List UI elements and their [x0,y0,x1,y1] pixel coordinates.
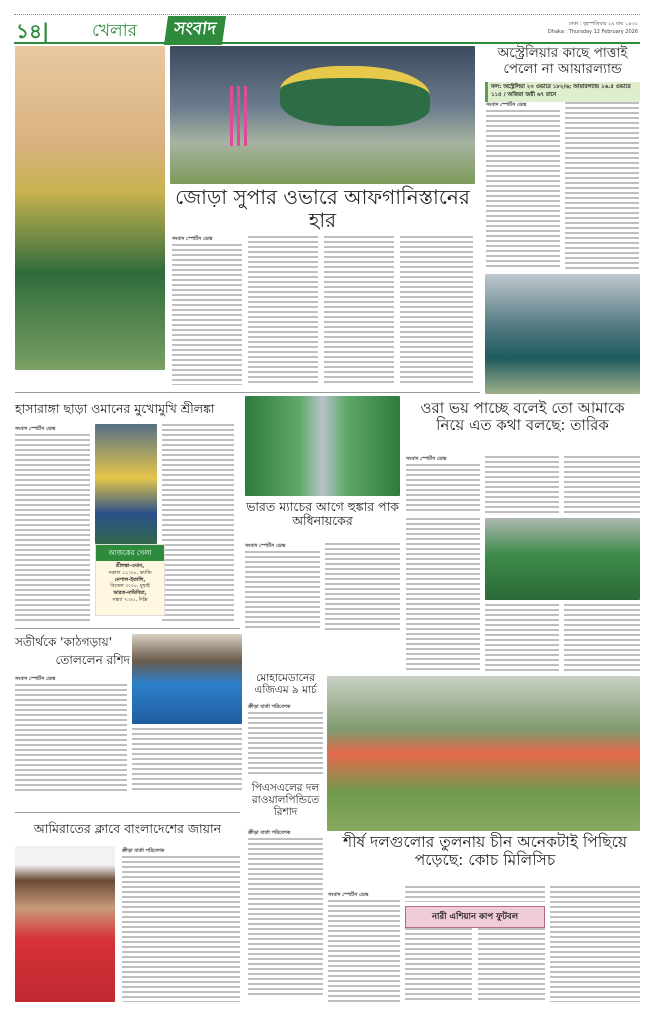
photo-bowler-celebration [15,46,165,370]
tariq-body-col1b [406,518,480,673]
fixture-info: বিকেল ৩:৩০, মুম্বাই [110,583,150,590]
score-box: ফল: অস্ট্রেলিয়া ২০ ওভারে ১৮২/৬; আয়ারল্যান্ড ১৬.৫ ওভারে ১১৫ / অজিরা জয়ী ৬৭ রানে [485,82,640,102]
date-en: Dhaka : Thursday 12 February 2026 [547,29,638,35]
tariq-body-col1 [406,464,480,514]
australia-body-col2 [565,102,639,270]
photo-australia-team [485,274,640,394]
rashid-body-col1 [15,684,127,792]
mohammedan-byline: ক্রীড়া বার্তা পরিবেশক [248,704,291,710]
tariq-body-col3b [564,604,640,674]
mohammedan-headline: মোহামেডানের এজিএম ৯ মার্চ [254,672,317,697]
stumps [230,86,248,146]
lead-body-col4 [400,236,473,385]
pakistan-headline: ভারত ম্যাচের আগে হুঙ্কার পাক অধিনায়কের [246,499,399,529]
rashid-byline: সংবাদ স্পোর্টস ডেস্ক [15,676,56,682]
player [280,66,430,126]
china-headline: শীর্ষ দলগুলোর তুলনায় চীন অনেকটাই পিছিয়ে পড়েছে: কোচ মিলিসিচ [342,833,628,869]
srilanka-byline: সংবাদ স্পোর্টস ডেস্ক [15,426,56,432]
lead-headline: জোড়া সুপার ওভারে আফগানিস্তানের হার [175,185,470,232]
china-body-col2 [405,886,545,902]
tariq-headline: ওরা ভয় পাচ্ছে বলেই তো আমাকে নিয়ে এত কথা বলছে: তারিক [420,399,625,435]
fixture-teams: শ্রীলঙ্কা-ওমান, [115,563,145,569]
photo-china-training [327,676,640,831]
section-title-box: সংবাদ [164,16,226,45]
srilanka-body-col2 [162,424,234,624]
lead-body-col3 [324,236,394,385]
fixture-info: সন্ধ্যা ৭:৩০, দিল্লি [112,596,148,603]
rashid-headline-2: তোললেন রশিদ [55,653,130,667]
fixtures-title: আজকের খেলা [96,545,164,561]
rashid-headline-1: সতীর্থকে 'কাঠগড়ায়' [15,635,113,649]
china-body-col3 [478,928,545,1002]
photo-rashid [132,634,242,724]
rashid-body-col2 [132,728,242,792]
photo-pakistan-handshake [245,396,400,496]
divider [15,812,240,813]
section-title: খেলার [92,21,138,41]
zayan-byline: ক্রীড়া বার্তা পরিবেশক [122,848,165,854]
china-tag-box: নারী এশিয়ান কাপ ফুটবল [405,906,545,928]
lead-byline: সংবাদ স্পোর্টস ডেস্ক [172,236,213,242]
australia-byline: সংবাদ স্পোর্টস ডেস্ক [486,102,527,108]
page-number: ১৪| [16,19,50,43]
tariq-body-col3 [564,456,640,514]
australia-headline: অস্ট্রেলিয়ার কাছে পাত্তাই পেলো না আয়ারল্যান্ড [497,45,628,77]
china-body-col4 [550,886,640,1002]
fixture-teams: ভারত-নামিবিয়া, [113,590,147,596]
divider [15,628,240,629]
china-byline: সংবাদ স্পোর্টস ডেস্ক [328,892,369,898]
tariq-body-col2 [485,456,559,514]
psl-body [248,838,323,998]
tariq-byline: সংবাদ স্পোর্টস ডেস্ক [406,456,447,462]
masthead [14,14,640,44]
tariq-body-col2b [485,604,559,674]
australia-body-col1 [486,110,560,270]
pakistan-body-col1 [245,551,320,631]
fixtures-box [95,544,165,616]
divider [15,392,480,393]
date-bn: ঢাকা : বৃহস্পতিবার ২৯ মাঘ ১৪৩২ [569,21,638,27]
pakistan-body-col2 [325,543,400,631]
mohammedan-body [248,712,323,777]
lead-body-col2 [248,236,318,385]
photo-stumps-dive [170,46,475,184]
fixture-info: সকাল ১১:৩০, ক্যান্ডি [108,569,152,576]
lead-body-col1 [172,244,242,385]
psl-headline: পিএসএলের দল রাওয়ালপিন্ডিতে রিশাদ [251,782,320,819]
zayan-headline: আমিরাতের ক্লাবে বাংলাদেশের জায়ান [33,821,222,836]
china-body-col1 [328,900,400,1002]
china-body-col2b [405,928,472,1002]
psl-byline: ক্রীড়া বার্তা পরিবেশক [248,830,291,836]
photo-srilanka-player [95,424,157,544]
zayan-body [122,856,240,1002]
photo-zayan [15,846,115,1002]
fixture-teams: নেপাল-ইতালি, [114,576,146,583]
srilanka-body-col1 [15,434,90,624]
srilanka-headline: হাসারাঙ্গা ছাড়া ওমানের মুখোমুখি শ্রীলঙ্কা [15,401,215,416]
pakistan-byline: সংবাদ স্পোর্টস ডেস্ক [245,543,286,549]
photo-tariq [485,518,640,600]
